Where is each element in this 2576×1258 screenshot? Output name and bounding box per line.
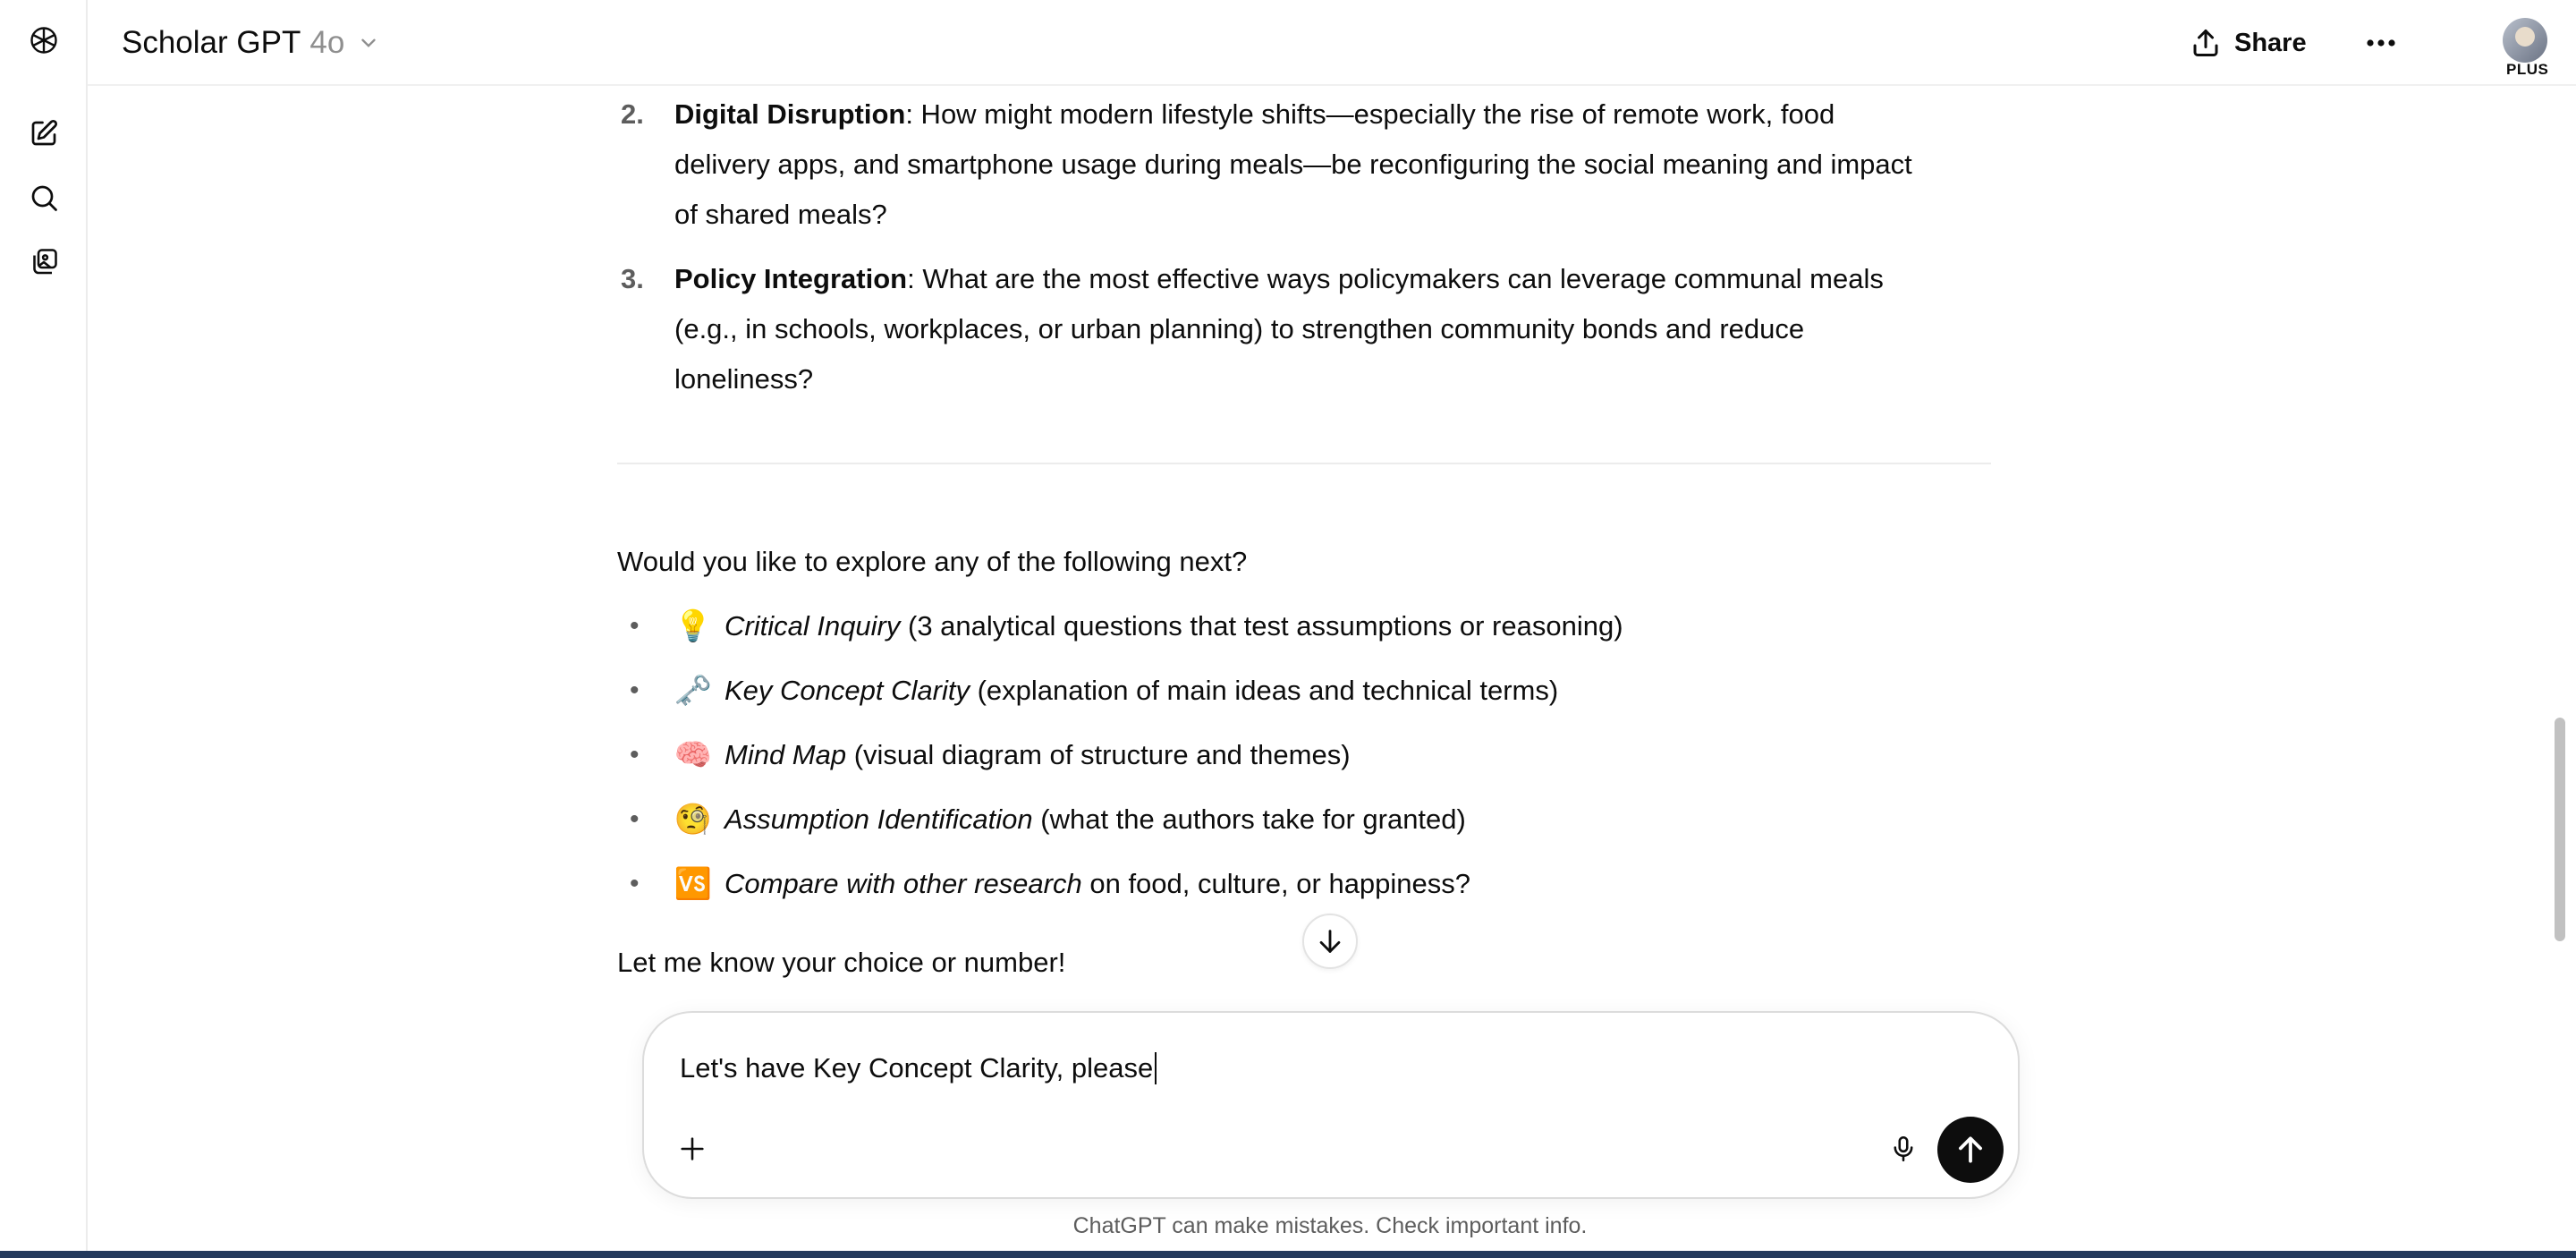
bullet: • [630, 676, 640, 705]
plan-badge: PLUS [2506, 61, 2549, 78]
send-button[interactable] [1937, 1117, 2004, 1183]
scrollbar-track[interactable] [2551, 86, 2567, 1258]
library-icon[interactable] [20, 238, 68, 286]
assistant-message [617, 86, 1991, 404]
closing-text [617, 938, 1065, 988]
item-text: : How might modern lifestyle shifts—especially the rise of remote work, food [905, 98, 1835, 130]
brain-icon: 🧠 [674, 738, 713, 772]
bullet: • [630, 740, 640, 769]
openai-logo-icon[interactable] [20, 16, 68, 64]
option-text: (visual diagram of structure and themes) [846, 739, 1351, 770]
chevron-down-icon [357, 31, 380, 55]
option-title: Compare with other research [724, 868, 1082, 899]
lightbulb-icon: 💡 [674, 609, 713, 643]
list-number: 3. [621, 263, 644, 294]
bullet: • [630, 804, 640, 834]
list-item [617, 730, 1351, 780]
list-item [617, 601, 1623, 651]
arrow-down-icon [1315, 926, 1345, 956]
microphone-icon [1888, 1134, 1919, 1164]
prompt-text: Would you like to explore any of the following next? [617, 546, 1248, 577]
scrollbar-thumb[interactable] [2555, 718, 2565, 941]
text-caret [1155, 1052, 1157, 1084]
list-item [617, 666, 1558, 716]
new-chat-icon[interactable] [20, 109, 68, 157]
bullet: • [630, 869, 640, 898]
search-icon[interactable] [20, 174, 68, 222]
window-bottom-edge [0, 1251, 2576, 1258]
item-text: loneliness? [674, 363, 814, 395]
arrow-up-icon [1953, 1133, 1987, 1167]
message-composer[interactable] [642, 1011, 2020, 1199]
list-item [617, 795, 1466, 845]
item-text: (e.g., in schools, workplaces, or urban planning) to strengthen community bonds and reduce [674, 313, 1805, 344]
message-input[interactable] [680, 1043, 1157, 1093]
attach-button[interactable] [667, 1124, 717, 1174]
disclaimer-text: ChatGPT can make mistakes. Check important info. [1072, 1213, 1588, 1238]
scroll-to-bottom-button[interactable] [1302, 914, 1358, 969]
plus-icon [677, 1134, 708, 1164]
message-input-value: Let's have Key Concept Clarity, please [680, 1052, 1154, 1084]
item-text: : What are the most effective ways policymakers can leverage communal meals [907, 263, 1884, 294]
list-number: 2. [621, 98, 644, 130]
more-options-button[interactable] [2358, 20, 2404, 66]
model-version: 4o [309, 25, 345, 60]
option-text: (3 analytical questions that test assumptions or reasoning) [900, 610, 1623, 642]
model-selector[interactable] [122, 20, 380, 66]
model-name: Scholar GPT [122, 25, 301, 60]
item-text: of shared meals? [674, 199, 887, 230]
dictate-button[interactable] [1878, 1124, 1928, 1174]
list-item [617, 254, 1991, 404]
option-text: (what the authors take for granted) [1032, 803, 1466, 835]
sidebar-rail [0, 0, 88, 1258]
item-text: delivery apps, and smartphone usage during meals—be reconfiguring the social meaning and impact [674, 149, 1912, 180]
option-title: Assumption Identification [724, 803, 1033, 835]
share-icon [2190, 27, 2222, 59]
key-icon: 🗝️ [674, 674, 713, 708]
follow-up-prompt [617, 537, 1247, 587]
section-divider [617, 463, 1991, 464]
vs-icon: 🆚 [674, 867, 713, 901]
monocle-face-icon: 🧐 [674, 803, 713, 837]
list-item [617, 859, 1470, 909]
closing-line: Let me know your choice or number! [617, 947, 1066, 978]
option-title: Key Concept Clarity [724, 675, 970, 706]
share-button[interactable] [2190, 20, 2307, 66]
ellipsis-icon [2366, 38, 2396, 47]
option-title: Mind Map [724, 739, 847, 770]
item-title: Digital Disruption [674, 98, 906, 130]
option-text: (explanation of main ideas and technical terms) [969, 675, 1559, 706]
avatar[interactable] [2503, 18, 2547, 63]
option-title: Critical Inquiry [724, 610, 901, 642]
item-title: Policy Integration [674, 263, 908, 294]
bullet: • [630, 611, 640, 641]
share-label: Share [2234, 28, 2307, 57]
option-text: on food, culture, or happiness? [1081, 868, 1471, 899]
list-item [617, 89, 1991, 240]
